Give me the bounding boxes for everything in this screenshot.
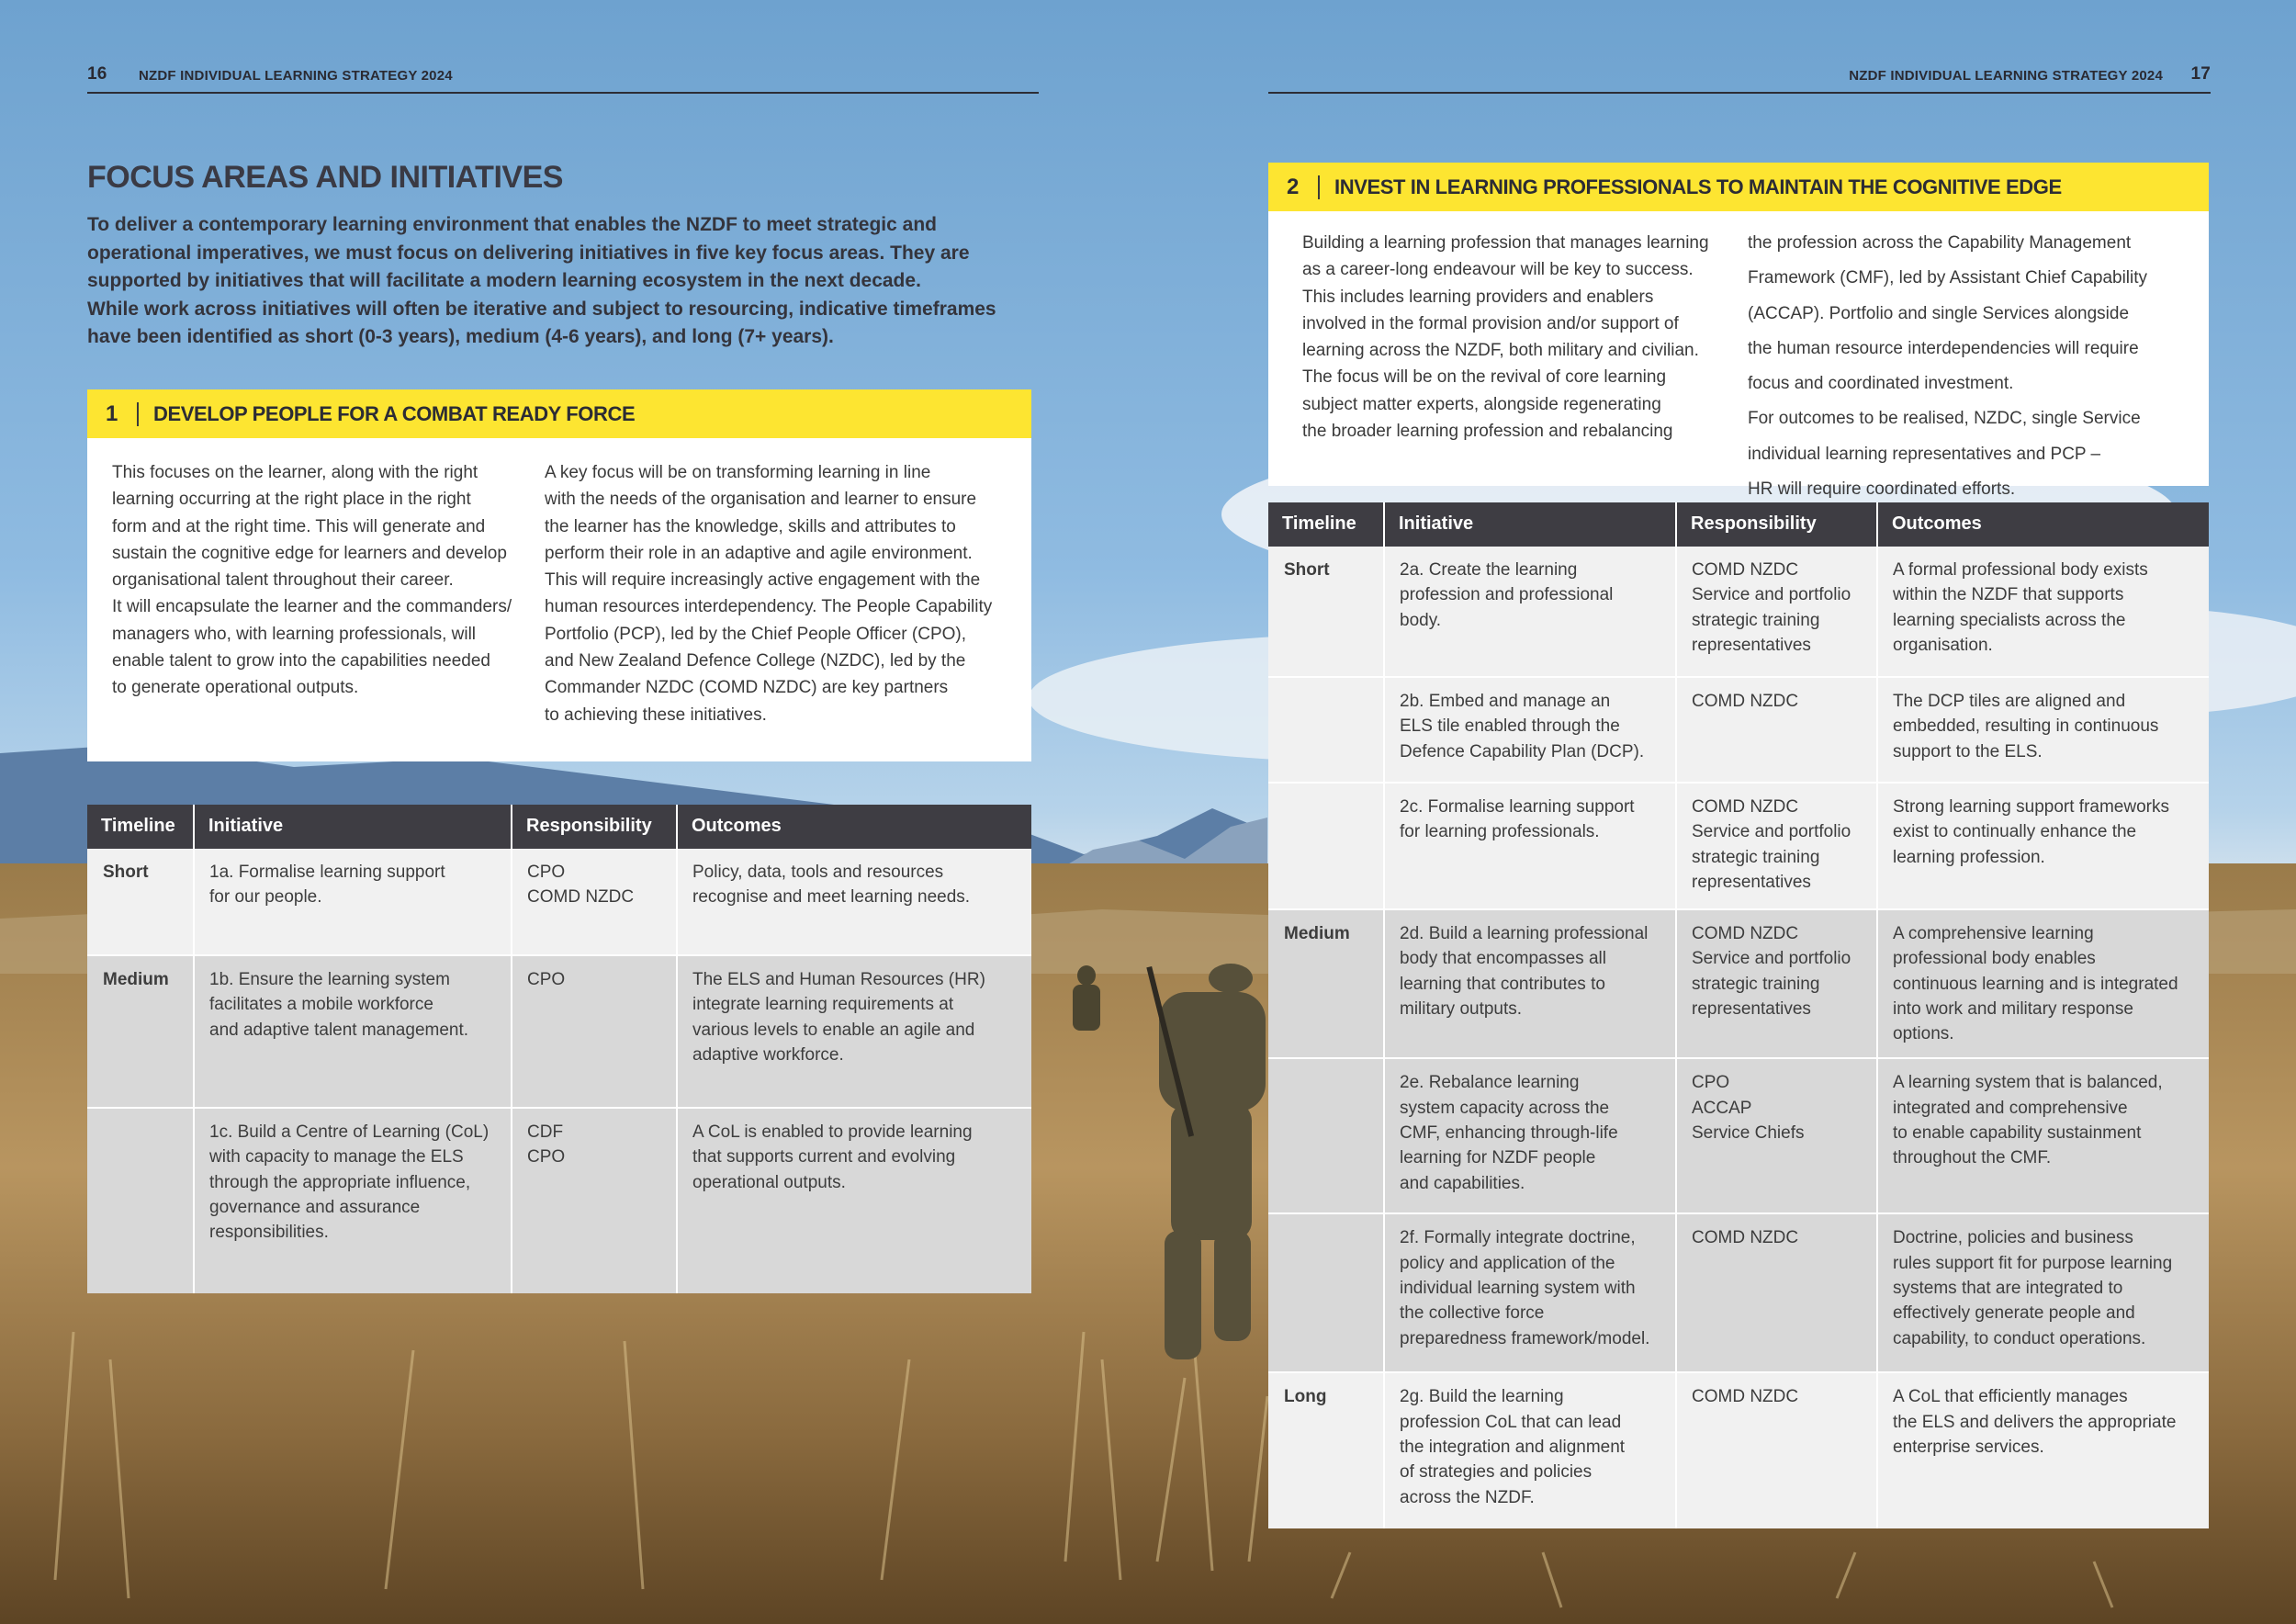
intro-line: operational imperatives, we must focus on delivering initiatives in five key focus areas. They are bbox=[87, 242, 970, 264]
cell-line: various levels to enable an agile and bbox=[692, 1020, 975, 1040]
focus-area-2-column-right bbox=[1748, 230, 2190, 502]
column-header-outcomes: Outcomes bbox=[677, 805, 1031, 849]
cell-line: embedded, resulting in continuous bbox=[1893, 716, 2159, 737]
body-line: managers who, with learning professionals, will bbox=[112, 624, 477, 644]
body-line: subject matter experts, alongside regenerating bbox=[1302, 394, 1661, 414]
cell-line: systems that are integrated to bbox=[1893, 1279, 2123, 1299]
body-line: It will encapsulate the learner and the commanders/ bbox=[112, 597, 512, 617]
left-page-number: 16 bbox=[87, 64, 107, 84]
body-line: and New Zealand Defence College (NZDC), led by the bbox=[545, 651, 966, 671]
right-running-title: NZDF INDIVIDUAL LEARNING STRATEGY 2024 bbox=[1849, 68, 2163, 84]
cell-line: A CoL is enabled to provide learning bbox=[692, 1122, 973, 1142]
body-line: This will require increasingly active engagement with the bbox=[545, 570, 981, 591]
initiative-cell bbox=[1384, 1372, 1676, 1528]
column-header-responsibility: Responsibility bbox=[1676, 502, 1877, 547]
cell-line: the collective force bbox=[1400, 1303, 1545, 1324]
timeline-cell bbox=[1268, 783, 1384, 909]
cell-line: strategic training bbox=[1692, 847, 1820, 867]
focus-area-2-number: 2 bbox=[1287, 174, 1300, 199]
cell-line: rules support fit for purpose learning bbox=[1893, 1253, 2173, 1273]
cell-line: integrate learning requirements at bbox=[692, 995, 954, 1015]
outcomes-cell bbox=[1877, 1213, 2209, 1372]
cell-line: CPO bbox=[527, 1147, 566, 1167]
cell-line: and capabilities. bbox=[1400, 1173, 1525, 1193]
outcomes-cell bbox=[1877, 783, 2209, 909]
page-title: FOCUS AREAS AND INITIATIVES bbox=[87, 160, 563, 195]
cell-line: preparedness framework/model. bbox=[1400, 1328, 1650, 1348]
responsibility-cell bbox=[512, 1108, 677, 1293]
body-line: with the needs of the organisation and learner to ensure bbox=[545, 490, 977, 510]
cell-line: into work and military response bbox=[1893, 998, 2133, 1019]
focus-area-2-body bbox=[1302, 230, 2190, 502]
outcomes-cell bbox=[677, 955, 1031, 1108]
cell-line: professional body enables bbox=[1893, 949, 2096, 969]
intro-line: supported by initiatives that will facilitate a modern learning ecosystem in the next decade. bbox=[87, 270, 921, 291]
left-running-title: NZDF INDIVIDUAL LEARNING STRATEGY 2024 bbox=[139, 68, 453, 84]
cell-line: representatives bbox=[1692, 635, 1811, 655]
table-row bbox=[87, 849, 1031, 955]
cell-line: ELS tile enabled through the bbox=[1400, 716, 1620, 737]
cell-line: 1a. Formalise learning support bbox=[209, 863, 445, 882]
responsibility-cell bbox=[1676, 909, 1877, 1058]
cell-line: COMD NZDC bbox=[1692, 1228, 1799, 1248]
cell-line: adaptive workforce. bbox=[692, 1044, 844, 1065]
body-line: For outcomes to be realised, NZDC, single Service bbox=[1748, 409, 2141, 429]
cell-line: A formal professional body exists bbox=[1893, 560, 2148, 580]
timeline-cell: Short bbox=[1268, 547, 1384, 677]
table-row bbox=[1268, 677, 2209, 783]
cell-line: 2d. Build a learning professional bbox=[1400, 924, 1649, 943]
body-line: the learner has the knowledge, skills and attributes to bbox=[545, 516, 956, 536]
cell-line: 1b. Ensure the learning system bbox=[209, 970, 450, 989]
initiative-cell bbox=[1384, 1213, 1676, 1372]
cell-line: for learning professionals. bbox=[1400, 822, 1600, 842]
table-row bbox=[1268, 1372, 2209, 1528]
initiative-cell bbox=[1384, 783, 1676, 909]
cell-line: 2a. Create the learning bbox=[1400, 560, 1578, 580]
cell-line: CPO bbox=[527, 863, 566, 882]
column-header-initiative: Initiative bbox=[194, 805, 512, 849]
banner-divider bbox=[1318, 175, 1320, 199]
body-line: The focus will be on the revival of core learning bbox=[1302, 367, 1667, 388]
cell-line: COMD NZDC bbox=[1692, 797, 1799, 817]
body-line: sustain the cognitive edge for learners and develop bbox=[112, 543, 507, 563]
column-header-responsibility: Responsibility bbox=[512, 805, 677, 849]
initiative-cell bbox=[194, 849, 512, 955]
outcomes-cell bbox=[1877, 1372, 2209, 1528]
cell-line: representatives bbox=[1692, 998, 1811, 1019]
body-line: organisational talent throughout their career. bbox=[112, 570, 454, 591]
responsibility-cell bbox=[1676, 1372, 1877, 1528]
focus-area-1-column-right bbox=[545, 459, 1013, 728]
cell-line: body. bbox=[1400, 610, 1442, 630]
timeline-cell: Medium bbox=[87, 955, 194, 1108]
cell-line: profession and professional bbox=[1400, 585, 1614, 605]
cell-line: Doctrine, policies and business bbox=[1893, 1228, 2133, 1248]
outcomes-cell bbox=[1877, 1058, 2209, 1213]
body-line: This includes learning providers and enablers bbox=[1302, 287, 1654, 307]
timeline-cell: Medium bbox=[1268, 909, 1384, 1058]
cell-line: representatives bbox=[1692, 872, 1811, 892]
body-line: involved in the formal provision and/or support of bbox=[1302, 313, 1679, 333]
cell-line: to enable capability sustainment bbox=[1893, 1123, 2142, 1144]
timeline-cell bbox=[1268, 1213, 1384, 1372]
body-line: Portfolio (PCP), led by the Chief People Officer (CPO), bbox=[545, 624, 966, 644]
initiative-cell bbox=[194, 955, 512, 1108]
cell-line: options. bbox=[1893, 1024, 1954, 1044]
focus-area-1-number: 1 bbox=[106, 400, 118, 426]
focus-area-2-column-left bbox=[1302, 230, 1748, 502]
body-line: learning across the NZDF, both military and civilian. bbox=[1302, 341, 1699, 361]
body-line: individual learning representatives and PCP – bbox=[1748, 444, 2101, 464]
cell-line: A CoL that efficiently manages bbox=[1893, 1387, 2128, 1407]
focus-area-2-paragraph bbox=[1748, 405, 2190, 502]
cell-line: continuous learning and is integrated bbox=[1893, 974, 2178, 994]
body-line: form and at the right time. This will generate and bbox=[112, 516, 486, 536]
intro-line: have been identified as short (0-3 years), medium (4-6 years), and long (7+ years). bbox=[87, 326, 834, 347]
cell-line: Policy, data, tools and resources bbox=[692, 863, 944, 882]
responsibility-cell bbox=[512, 955, 677, 1108]
responsibility-cell bbox=[1676, 677, 1877, 783]
cell-line: learning that contributes to bbox=[1400, 974, 1605, 994]
body-line: the broader learning profession and rebalancing bbox=[1302, 422, 1673, 442]
cell-line: Service and portfolio bbox=[1692, 949, 1851, 969]
focus-area-2-banner bbox=[1268, 163, 2209, 211]
cell-line: the ELS and delivers the appropriate bbox=[1893, 1412, 2177, 1432]
responsibility-cell bbox=[1676, 1058, 1877, 1213]
timeline-cell bbox=[1268, 677, 1384, 783]
cell-line: within the NZDF that supports bbox=[1893, 585, 2124, 605]
focus-area-1-banner bbox=[87, 389, 1031, 438]
cell-line: A comprehensive learning bbox=[1893, 924, 2094, 943]
initiative-cell bbox=[1384, 909, 1676, 1058]
column-header-timeline: Timeline bbox=[87, 805, 194, 849]
cell-line: the integration and alignment bbox=[1400, 1438, 1626, 1458]
cell-line: military outputs. bbox=[1400, 998, 1523, 1019]
cell-line: CPO bbox=[527, 970, 566, 989]
cell-line: learning for NZDF people bbox=[1400, 1148, 1596, 1168]
cell-line: 2g. Build the learning bbox=[1400, 1387, 1564, 1407]
focus-area-1-title: DEVELOP PEOPLE FOR A COMBAT READY FORCE bbox=[153, 401, 636, 425]
cell-line: enterprise services. bbox=[1893, 1438, 2044, 1458]
cell-line: facilitates a mobile workforce bbox=[209, 995, 433, 1015]
timeline-cell bbox=[87, 1108, 194, 1293]
banner-divider bbox=[137, 402, 139, 426]
responsibility-cell bbox=[1676, 1213, 1877, 1372]
initiative-cell bbox=[1384, 1058, 1676, 1213]
cell-line: system capacity across the bbox=[1400, 1098, 1610, 1118]
initiative-cell bbox=[1384, 677, 1676, 783]
cell-line: Defence Capability Plan (DCP). bbox=[1400, 741, 1645, 761]
cell-line: across the NZDF. bbox=[1400, 1487, 1535, 1507]
cell-line: body that encompasses all bbox=[1400, 949, 1606, 969]
timeline-cell: Long bbox=[1268, 1372, 1384, 1528]
focus-area-1-table bbox=[87, 805, 1031, 1293]
responsibility-cell bbox=[1676, 547, 1877, 677]
cell-line: with capacity to manage the ELS bbox=[209, 1147, 464, 1167]
cell-line: recognise and meet learning needs. bbox=[692, 887, 971, 908]
column-header-initiative: Initiative bbox=[1384, 502, 1676, 547]
cell-line: operational outputs. bbox=[692, 1172, 846, 1192]
cell-line: governance and assurance bbox=[209, 1197, 421, 1217]
responsibility-cell bbox=[1676, 783, 1877, 909]
cell-line: 2c. Formalise learning support bbox=[1400, 797, 1635, 817]
initiative-cell bbox=[194, 1108, 512, 1293]
cell-line: strategic training bbox=[1692, 610, 1820, 630]
body-line: Framework (CMF), led by Assistant Chief Capability bbox=[1748, 268, 2148, 288]
cell-line: The DCP tiles are aligned and bbox=[1893, 692, 2126, 711]
cell-line: CMF, enhancing through-life bbox=[1400, 1123, 1618, 1144]
focus-area-1-body bbox=[112, 459, 1013, 728]
cell-line: CDF bbox=[527, 1122, 564, 1142]
body-line: focus and coordinated investment. bbox=[1748, 374, 2014, 394]
table-header-row bbox=[1268, 502, 2209, 547]
right-page-header bbox=[1268, 61, 2211, 94]
initiative-cell bbox=[1384, 547, 1676, 677]
cell-line: throughout the CMF. bbox=[1893, 1148, 2052, 1168]
body-line: learning occurring at the right place in the right bbox=[112, 490, 471, 510]
outcomes-cell bbox=[1877, 909, 2209, 1058]
cell-line: of strategies and policies bbox=[1400, 1462, 1593, 1483]
timeline-cell: Short bbox=[87, 849, 194, 955]
cell-line: integrated and comprehensive bbox=[1893, 1098, 2128, 1118]
cell-line: ACCAP bbox=[1692, 1098, 1752, 1118]
focus-area-2-table bbox=[1268, 502, 2209, 1528]
column-header-outcomes: Outcomes bbox=[1877, 502, 2209, 547]
body-line: the profession across the Capability Management bbox=[1748, 233, 2132, 253]
body-line: perform their role in an adaptive and agile environment. bbox=[545, 543, 973, 563]
focus-area-1-panel bbox=[87, 389, 1031, 761]
body-line: to achieving these initiatives. bbox=[545, 705, 767, 725]
body-line: Commander NZDC (COMD NZDC) are key partners bbox=[545, 678, 949, 698]
outcomes-cell bbox=[1877, 547, 2209, 677]
cell-line: 2f. Formally integrate doctrine, bbox=[1400, 1228, 1636, 1248]
intro-line: To deliver a contemporary learning environment that enables the NZDF to meet strategic and bbox=[87, 214, 937, 235]
focus-area-1-column-left bbox=[112, 459, 545, 728]
timeline-cell bbox=[1268, 1058, 1384, 1213]
cell-line: that supports current and evolving bbox=[692, 1147, 956, 1167]
outcomes-cell bbox=[677, 1108, 1031, 1293]
cell-line: COMD NZDC bbox=[1692, 692, 1799, 711]
cell-line: Strong learning support frameworks bbox=[1893, 797, 2169, 817]
table-row bbox=[1268, 783, 2209, 909]
cell-line: strategic training bbox=[1692, 974, 1820, 994]
cell-line: learning specialists across the bbox=[1893, 610, 2126, 630]
cell-line: CPO bbox=[1692, 1073, 1730, 1093]
table-row bbox=[87, 955, 1031, 1108]
cell-line: individual learning system with bbox=[1400, 1279, 1636, 1299]
cell-line: COMD NZDC bbox=[527, 887, 635, 908]
body-line: Building a learning profession that manages learning bbox=[1302, 233, 1709, 253]
cell-line: COMD NZDC bbox=[1692, 560, 1799, 580]
table-row bbox=[1268, 547, 2209, 677]
cell-line: and adaptive talent management. bbox=[209, 1020, 469, 1040]
responsibility-cell bbox=[512, 849, 677, 955]
cell-line: exist to continually enhance the bbox=[1893, 822, 2137, 842]
cell-line: through the appropriate influence, bbox=[209, 1172, 471, 1192]
cell-line: COMD NZDC bbox=[1692, 924, 1799, 943]
cell-line: 1c. Build a Centre of Learning (CoL) bbox=[209, 1122, 490, 1142]
outcomes-cell bbox=[677, 849, 1031, 955]
intro-paragraph bbox=[87, 211, 1024, 352]
focus-area-2-paragraph bbox=[1748, 230, 2190, 397]
cell-line: organisation. bbox=[1893, 635, 1993, 655]
body-line: HR will require coordinated efforts. bbox=[1748, 479, 2016, 500]
cell-line: learning profession. bbox=[1893, 847, 2045, 867]
body-line: enable talent to grow into the capabilities needed bbox=[112, 651, 490, 671]
cell-line: The ELS and Human Resources (HR) bbox=[692, 970, 985, 989]
table-row bbox=[1268, 909, 2209, 1058]
cell-line: A learning system that is balanced, bbox=[1893, 1073, 2163, 1093]
focus-area-2-panel bbox=[1268, 163, 2209, 500]
cell-line: 2b. Embed and manage an bbox=[1400, 692, 1611, 711]
cell-line: for our people. bbox=[209, 887, 322, 908]
cell-line: COMD NZDC bbox=[1692, 1387, 1799, 1407]
right-page-number: 17 bbox=[2190, 64, 2211, 84]
cell-line: policy and application of the bbox=[1400, 1253, 1615, 1273]
table-header-row bbox=[87, 805, 1031, 849]
body-line: to generate operational outputs. bbox=[112, 678, 359, 698]
body-line: as a career-long endeavour will be key to success. bbox=[1302, 260, 1694, 280]
cell-line: responsibilities. bbox=[209, 1223, 329, 1243]
table-row bbox=[1268, 1058, 2209, 1213]
intro-line: While work across initiatives will often be iterative and subject to resourcing, indicative timeframes bbox=[87, 298, 996, 320]
cell-line: 2e. Rebalance learning bbox=[1400, 1073, 1580, 1093]
left-page-header bbox=[87, 61, 1039, 94]
focus-area-2-title: INVEST IN LEARNING PROFESSIONALS TO MAINTAIN THE COGNITIVE EDGE bbox=[1334, 175, 2062, 198]
outcomes-cell bbox=[1877, 677, 2209, 783]
cell-line: effectively generate people and bbox=[1893, 1303, 2135, 1324]
body-line: the human resource interdependencies will require bbox=[1748, 338, 2139, 358]
body-line: This focuses on the learner, along with the right bbox=[112, 463, 478, 482]
body-line: A key focus will be on transforming learning in line bbox=[545, 463, 931, 482]
table-row bbox=[1268, 1213, 2209, 1372]
cell-line: Service and portfolio bbox=[1692, 822, 1851, 842]
cell-line: profession CoL that can lead bbox=[1400, 1412, 1622, 1432]
body-line: human resources interdependency. The People Capability bbox=[545, 597, 993, 617]
cell-line: capability, to conduct operations. bbox=[1893, 1328, 2146, 1348]
column-header-timeline: Timeline bbox=[1268, 502, 1384, 547]
cell-line: support to the ELS. bbox=[1893, 741, 2043, 761]
table-row bbox=[87, 1108, 1031, 1293]
body-line: (ACCAP). Portfolio and single Services alongside bbox=[1748, 303, 2130, 323]
cell-line: Service and portfolio bbox=[1692, 585, 1851, 605]
cell-line: Service Chiefs bbox=[1692, 1123, 1805, 1144]
